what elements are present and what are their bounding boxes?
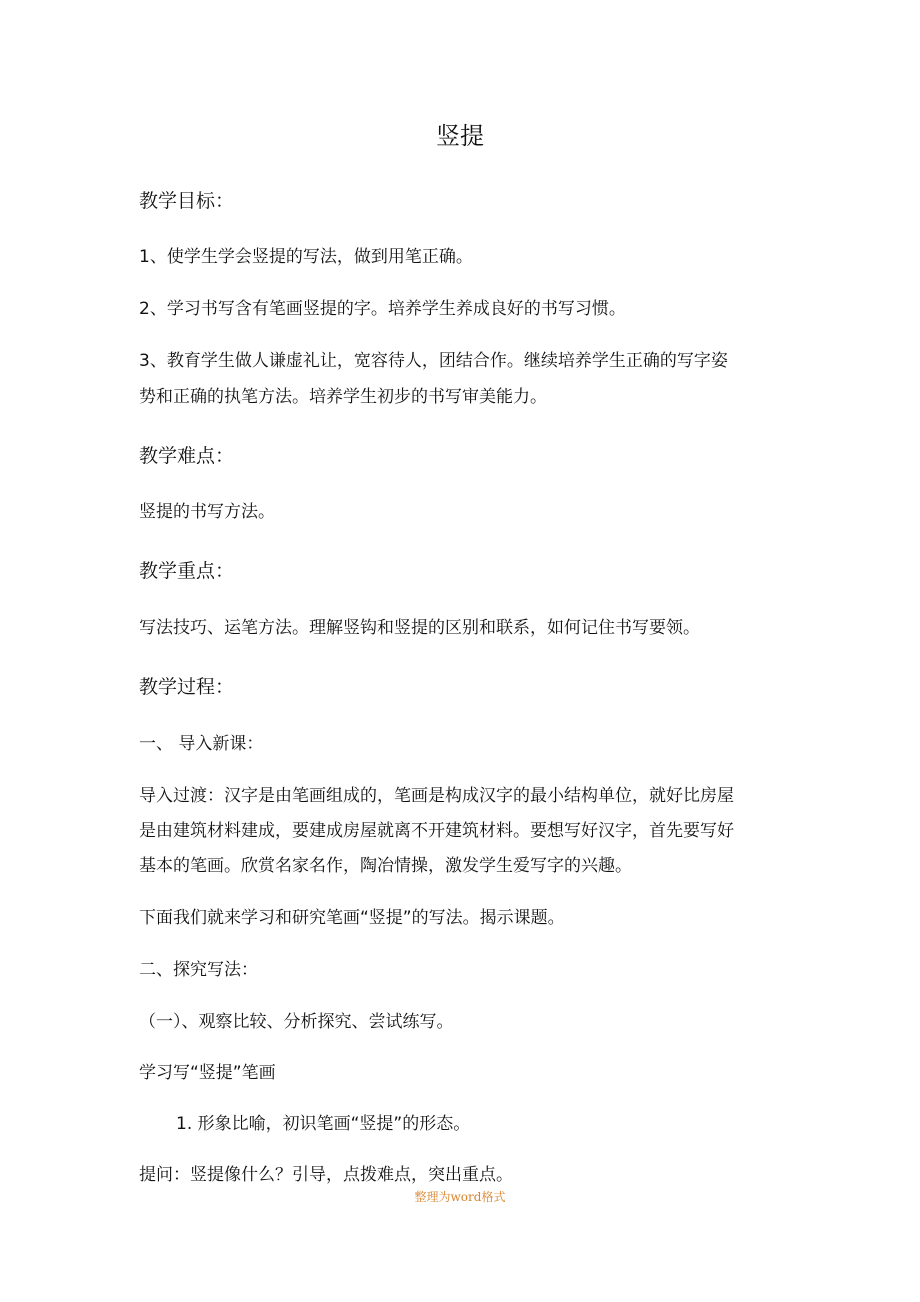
section-2-title: 二、探究写法： (139, 960, 258, 980)
section-1-line-2: 是由建筑材料建成，要建成房屋就离不开建筑材料。要想写好汉字，首先要写好 (139, 821, 734, 841)
footer-note: 整理为word格式 (414, 1190, 506, 1204)
difficulty-text: 竖提的书写方法。 (139, 502, 275, 522)
document-title: 竖提 (436, 122, 484, 150)
objective-3-line-1: 3、教育学生做人谦虚礼让，宽容待人，团结合作。继续培养学生正确的写字姿 (139, 351, 728, 371)
section-1-next: 下面我们就来学习和研究笔画“竖提”的写法。揭示课题。 (139, 908, 565, 928)
process-heading: 教学过程： (139, 676, 235, 698)
objective-1: 1、使学生学会竖提的写法，做到用笔正确。 (139, 247, 473, 267)
section-1-line-1: 导入过渡：汉字是由笔画组成的，笔画是构成汉字的最小结构单位，就好比房屋 (139, 786, 734, 806)
learn-stroke-line: 学习写“竖提”笔画 (139, 1063, 276, 1083)
section-1-line-3: 基本的笔画。欣赏名家名作，陶冶情操，激发学生爱写字的兴趣。 (139, 856, 632, 876)
key-heading: 教学重点： (139, 560, 235, 582)
objective-3-line-2: 势和正确的执笔方法。培养学生初步的书写审美能力。 (139, 387, 547, 407)
difficulty-heading: 教学难点： (139, 445, 235, 467)
numbered-item-1: 1. 形象比喻，初识笔画“竖提”的形态。 (176, 1114, 471, 1134)
key-text: 写法技巧、运笔方法。理解竖钩和竖提的区别和联系，如何记住书写要领。 (139, 618, 700, 638)
question-line: 提问：竖提像什么？引导，点拨难点，突出重点。 (139, 1165, 513, 1185)
objectives-heading: 教学目标： (139, 190, 235, 212)
section-1-title: 一、 导入新课： (139, 734, 264, 754)
objective-2: 2、学习书写含有笔画竖提的字。培养学生养成良好的书写习惯。 (139, 299, 626, 319)
subsection-1-title: （一）、观察比较、分析探究、尝试练写。 (139, 1012, 454, 1032)
